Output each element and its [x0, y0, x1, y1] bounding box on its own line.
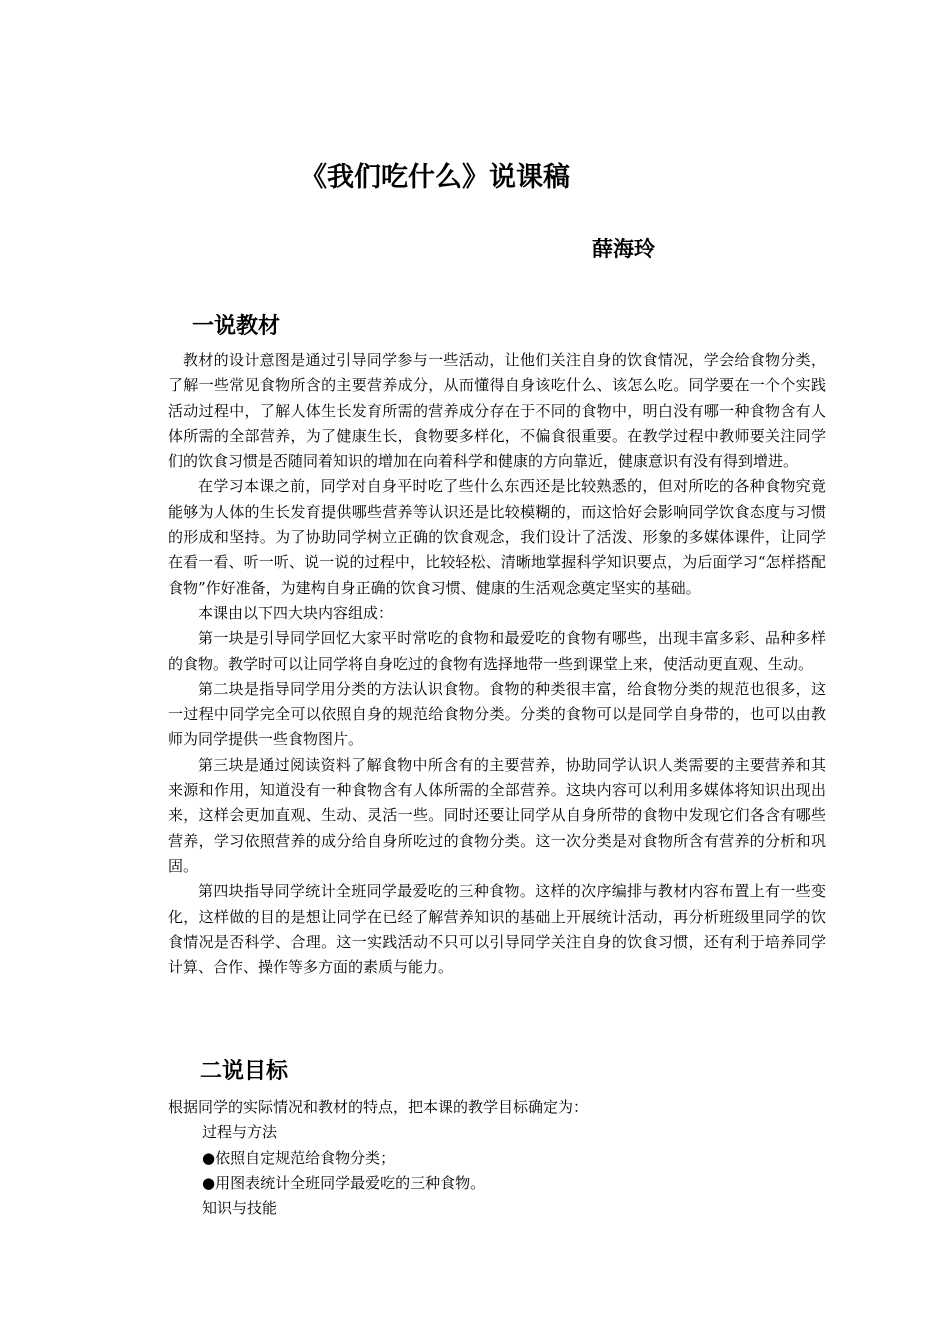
section-heading-goals: 二说目标 [200, 1059, 289, 1084]
paragraph: 第三块是通过阅读资料了解食物中所含有的主要营养，协助同学认识人类需要的主要营养和其来源和作用，知道没有一种食物含有人体所需的全部营养。这块内容可以利用多媒体将知识出现出来，这样会更加直观、生动、灵活一些。同时还要让同学从自身所带的食物中发现它们各含有哪些营养，学习依照营养的成分给自身所吃过的食物分类。这一次分类是对食物所含有营养的分析和巩固。 [168, 755, 826, 875]
page-title: 《我们吃什么》说课稿 [300, 162, 570, 193]
section-body-goals [168, 1095, 826, 1221]
bullet-item: ●依照自定规范给食物分类； [202, 1148, 396, 1167]
author-name: 薛海玲 [592, 237, 655, 261]
subheading-process-method: 过程与方法 [202, 1123, 278, 1142]
section-body-teaching-material [168, 348, 826, 980]
paragraph: 第一块是引导同学回忆大家平时常吃的食物和最爱吃的食物有哪些，出现丰富多彩、品种多样的食物。教学时可以让同学将自身吃过的食物有选择地带一些到课堂上来，使活动更直观、生动。 [168, 629, 826, 673]
subheading-knowledge-skills: 知识与技能 [202, 1199, 278, 1218]
paragraph: 第四块指导同学统计全班同学最爱吃的三种食物。这样的次序编排与教材内容布置上有一些变化，这样做的目的是想让同学在已经了解营养知识的基础上开展统计活动，再分析班级里同学的饮食情况是否科学、合理。这一实践活动不只可以引导同学关注自身的饮食习惯，还有利于培养同学计算、合作、操作等多方面的素质与能力。 [168, 882, 826, 977]
paragraph: 第二块是指导同学用分类的方法认识食物。食物的种类很丰富，给食物分类的规范也很多，这一过程中同学完全可以依照自身的规范给食物分类。分类的食物可以是同学自身带的，也可以由教师为同学提供一些食物图片。 [168, 679, 826, 749]
goals-intro: 根据同学的实际情况和教材的特点，把本课的教学目标确定为： [168, 1098, 589, 1116]
section-heading-teaching-material: 一说教材 [192, 314, 281, 339]
paragraph: 本课由以下四大块内容组成： [198, 603, 394, 622]
paragraph: 在学习本课之前，同学对自身平时吃了些什么东西还是比较熟悉的，但对所吃的各种食物究竟能够为人体的生长发育提供哪些营养等认识还是比较模糊的，而这恰好会影响同学饮食态度与习惯的形成和坚持。为了协助同学树立正确的饮食观念，我们设计了活泼、形象的多媒体课件，让同学在看一看、听一听、说一说的过程中，比较轻松、清晰地掌握科学知识要点，为后面学习“怎样搭配食物”作好准备，为建构自身正确的饮食习惯、健康的生活观念奠定坚实的基础。 [168, 477, 826, 597]
paragraph: 教材的设计意图是通过引导同学参与一些活动，让他们关注自身的饮食情况，学会给食物分类，了解一些常见食物所含的主要营养成分，从而懂得自身该吃什么、该怎么吃。同学要在一个个实践活动过程中，了解人体生长发育所需的营养成分存在于不同的食物中，明白没有哪一种食物含有人体所需的全部营养，为了健康生长，食物要多样化，不偏食很重要。在教学过程中教师要关注同学们的饮食习惯是否随同着知识的增加在向着科学和健康的方向靠近，健康意识有没有得到增进。 [168, 351, 826, 471]
bullet-item: ●用图表统计全班同学最爱吃的三种食物。 [202, 1173, 486, 1192]
